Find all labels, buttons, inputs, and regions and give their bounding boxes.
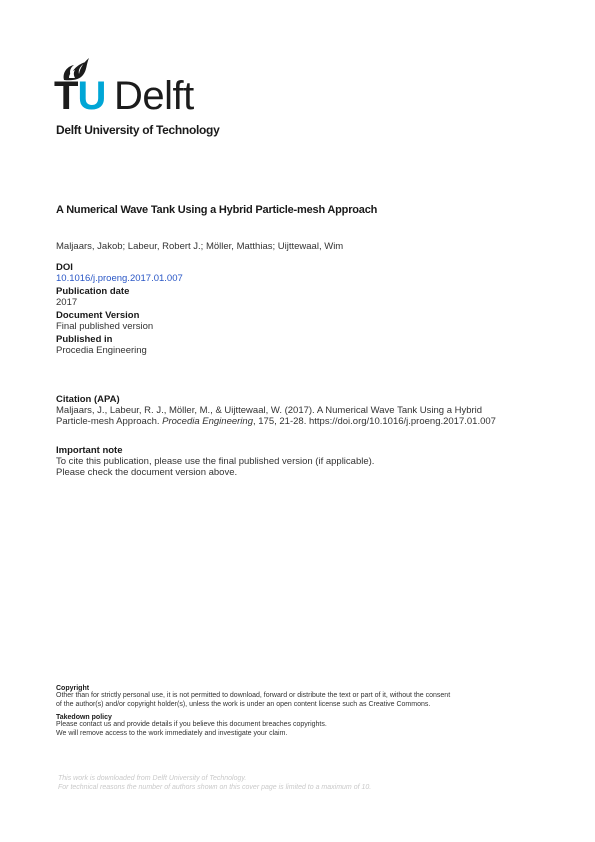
copyright-line-1: Other than for strictly personal use, it is not permitted to download, forward or distribute the text or part of it, without the consent	[56, 692, 451, 699]
takedown-line-2: We will remove access to the work immediately and investigate your claim.	[56, 729, 288, 737]
authors: Maljaars, Jakob; Labeur, Robert J.; Möller, Matthias; Uijttewaal, Wim	[56, 241, 344, 252]
published-in-value: Procedia Engineering	[56, 345, 147, 356]
tudelft-logo	[54, 56, 204, 118]
citation-line-1: Maljaars, J., Labeur, R. J., Möller, M., & Uijttewaal, W. (2017). A Numerical Wave Tank Using a Hybrid	[56, 405, 483, 416]
publication-date-section	[56, 286, 129, 308]
tu-text	[54, 76, 105, 116]
published-in-section	[56, 334, 147, 356]
citation-line-2-start: Particle-mesh Approach.	[56, 416, 163, 427]
doi-label: DOI	[56, 262, 73, 273]
footer-note	[58, 775, 371, 792]
citation-label: Citation (APA)	[56, 394, 120, 405]
footer-line-1: This work is downloaded from Delft University of Technology.	[58, 775, 247, 782]
logo-t: T	[54, 74, 78, 118]
important-note-line-1: To cite this publication, please use the final published version (if applicable).	[56, 456, 375, 467]
citation-line-2-end: , 175, 21-28. https://doi.org/10.1016/j.proeng.2017.01.007	[252, 416, 496, 427]
publication-date-value: 2017	[56, 297, 78, 308]
important-note-line-2: Please check the document version above.	[56, 467, 238, 478]
citation-line-2	[56, 416, 496, 427]
doi-link[interactable]: 10.1016/j.proeng.2017.01.007	[56, 273, 183, 284]
document-version-value: Final published version	[56, 321, 154, 332]
logo-delft: Delft	[114, 74, 194, 118]
important-note-label: Important note	[56, 445, 123, 456]
university-name: Delft University of Technology	[56, 123, 220, 137]
footer-line-2: For technical reasons the number of authors shown on this cover page is limited to a maximum of 10.	[58, 783, 372, 791]
takedown-label: Takedown policy	[56, 714, 112, 721]
copyright-label: Copyright	[56, 685, 90, 692]
citation-section	[56, 394, 496, 427]
copyright-section	[56, 685, 450, 709]
document-version-section	[56, 310, 153, 332]
important-note-section	[56, 445, 374, 478]
document-version-label: Document Version	[56, 310, 140, 321]
document-title: A Numerical Wave Tank Using a Hybrid Particle-mesh Approach	[56, 204, 378, 216]
publication-date-label: Publication date	[56, 286, 130, 297]
logo-u: U	[77, 74, 106, 118]
takedown-line-1: Please contact us and provide details if you believe this document breaches copyrights.	[56, 721, 327, 728]
takedown-section	[56, 714, 327, 738]
citation-journal: Procedia Engineering	[162, 416, 253, 427]
published-in-label: Published in	[56, 334, 113, 345]
copyright-line-2: of the author(s) and/or copyright holder(s), unless the work is under an open content license such as Creative Commons.	[56, 700, 431, 708]
doi-section	[56, 262, 183, 284]
